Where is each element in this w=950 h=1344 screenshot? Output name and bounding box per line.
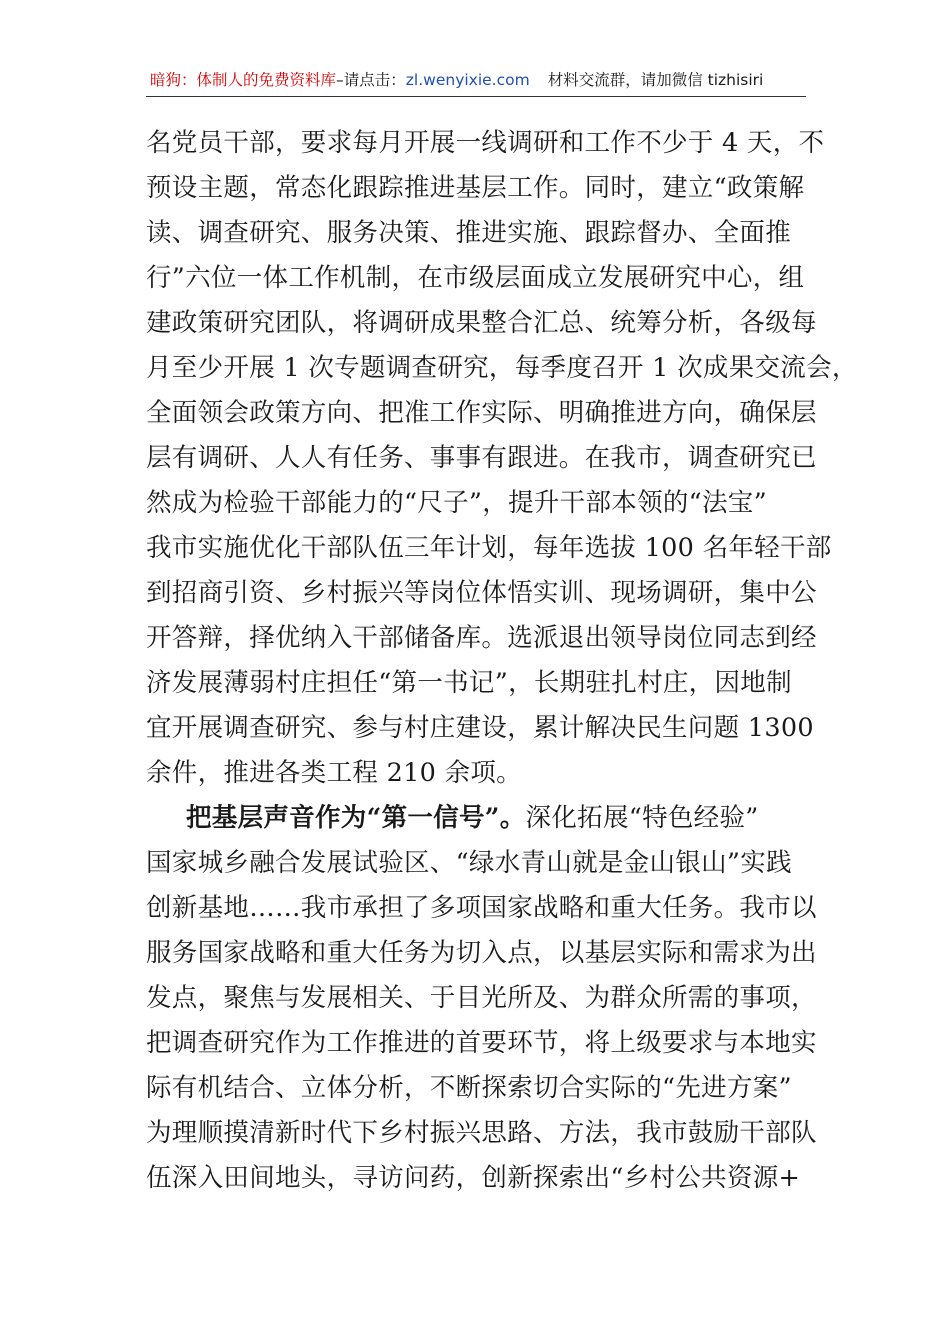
paragraph2-heading: 把基层声音作为“第一信号”。 [186, 803, 526, 833]
paragraph2-line: 为理顺摸清新时代下乡村振兴思路、方法，我市鼓励干部队 [146, 1118, 817, 1148]
paragraph1-line: 建政策研究团队，将调研成果整合汇总、统筹分析，各级每 [146, 308, 817, 338]
paragraph2-line: 创新基地……我市承担了多项国家战略和重大任务。我市以 [146, 893, 817, 923]
paragraph1-line: 济发展薄弱村庄担任“第一书记”，长期驻扎村庄，因地制 [146, 668, 792, 698]
paragraph1-line: 到招商引资、乡村振兴等岗位体悟实训、现场调研，集中公 [146, 578, 817, 608]
paragraph1-line: 名党员干部，要求每月开展一线调研和工作不少于 4 天，不 [146, 128, 825, 158]
paragraph1-line: 宜开展调查研究、参与村庄建设，累计解决民生问题 1300 [146, 713, 814, 743]
paragraph2-line: 服务国家战略和重大任务为切入点，以基层实际和需求为出 [146, 938, 817, 968]
paragraph1-line: 然成为检验干部能力的“尺子”，提升干部本领的“法宝” [146, 488, 767, 518]
paragraph2-first-line [186, 800, 759, 836]
paragraph2-line: 发点，聚焦与发展相关、于目光所及、为群众所需的事项， [146, 983, 817, 1013]
page-header [150, 66, 806, 94]
paragraph2-line: 际有机结合、立体分析，不断探索切合实际的“先进方案” [146, 1073, 792, 1103]
paragraph2-line: 国家城乡融合发展试验区、“绿水青山就是金山银山”实践 [146, 848, 792, 878]
paragraph1-line: 全面领会政策方向、把准工作实际、明确推进方向，确保层 [146, 398, 817, 428]
paragraph1-line: 月至少开展 1 次专题调查研究，每季度召开 1 次成果交流会， [146, 353, 858, 383]
header-divider [146, 96, 806, 97]
paragraph2-line: 把调查研究作为工作推进的首要环节，将上级要求与本地实 [146, 1028, 817, 1058]
paragraph1-line: 层有调研、人人有任务、事事有跟进。在我市，调查研究已 [146, 443, 817, 473]
paragraph2-line: 伍深入田间地头，寻访问药，创新探索出“乡村公共资源+ [146, 1163, 801, 1193]
header-contact: 材料交流群，请加微信 tizhisiri [547, 71, 764, 89]
paragraph1-line: 开答辩，择优纳入干部储备库。选派退出领导岗位同志到经 [146, 623, 817, 653]
header-link[interactable]: zl.wenyixie.com [405, 71, 530, 89]
header-prompt: –请点击： [336, 71, 406, 89]
paragraph1-line: 读、调查研究、服务决策、推进实施、跟踪督办、全面推 [146, 218, 792, 248]
header-brand: 暗狗：体制人的免费资料库 [150, 71, 337, 89]
paragraph1-line: 我市实施优化干部队伍三年计划，每年选拔 100 名年轻干部 [146, 533, 832, 563]
paragraph1-line: 行”六位一体工作机制，在市级层面成立发展研究中心，组 [146, 263, 805, 293]
paragraph1-line: 预设主题，常态化跟踪推进基层工作。同时，建立“政策解 [146, 173, 805, 203]
paragraph1-line: 余件，推进各类工程 210 余项。 [146, 758, 522, 788]
paragraph2-first-line-rest: 深化拓展“特色经验” [525, 803, 759, 833]
